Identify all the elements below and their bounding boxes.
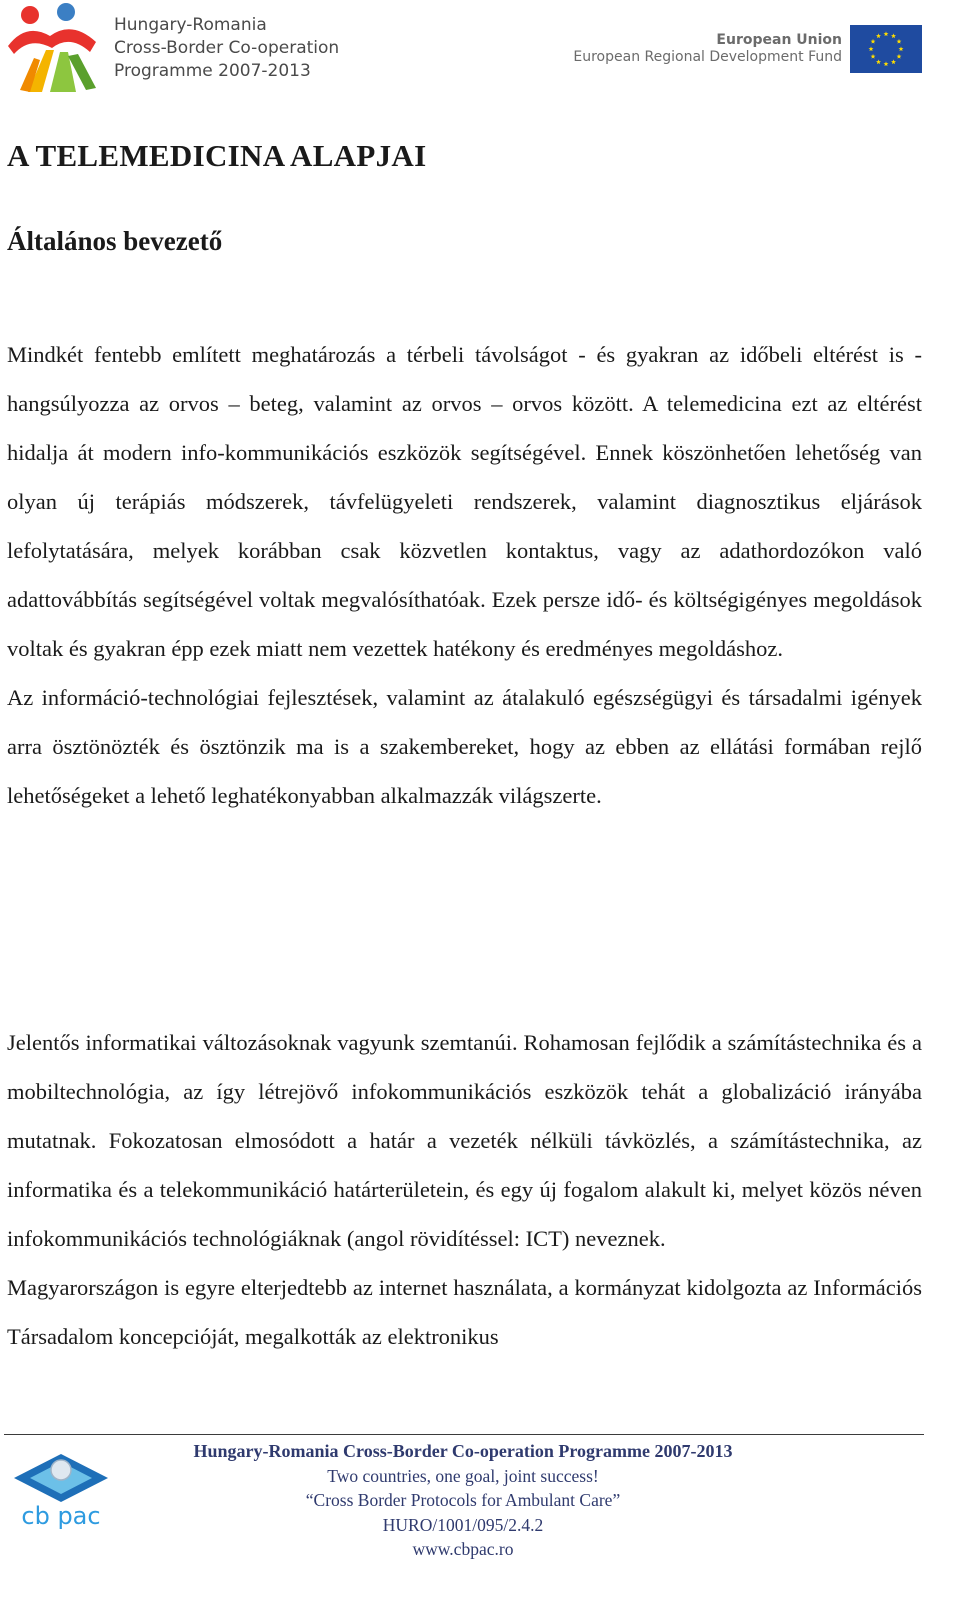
eu-fund-name: European Regional Development Fund	[573, 49, 842, 65]
footer-website-link[interactable]: www.cbpac.ro	[412, 1539, 514, 1559]
footer-divider	[4, 1434, 924, 1435]
cbpac-logo-text: cb pac	[21, 1502, 101, 1530]
programme-line-1: Hungary-Romania	[114, 15, 267, 35]
paragraph: Mindkét fentebb említett meghatározás a térbeli távolságot - és gyakran az időbeli eltérést is - hangsúlyozza az orvos – beteg, valamint az orvos – orvos között. A telemedicina ezt az eltérést hidalja át modern info-kommunikációs eszközök segítségével. Ennek köszönhetően lehetőség van olyan új terápiás módszerek, távfelügyeleti rendszerek, valamint diagnosztikus eljárások lefolytatására, melyek korábban csak közvetlen kontaktus, vagy az adathordozókon való adattovábbítás segítségével voltak megvalósíthatóak. Ezek persze idő- és költségigényes megoldások voltak és gyakran épp ezek miatt nem vezettek hatékony és eredményes megoldáshoz.	[7, 342, 922, 661]
footer-info	[130, 1439, 796, 1562]
programme-line-2: Cross-Border Co-operation	[114, 38, 340, 58]
cbpac-logo	[8, 1444, 114, 1534]
body-block-2	[7, 1018, 922, 1361]
eu-name: European Union	[716, 32, 842, 48]
footer-project-name: “Cross Border Protocols for Ambulant Care”	[305, 1490, 621, 1510]
footer-slogan: Two countries, one goal, joint success!	[327, 1465, 599, 1486]
programme-logo	[6, 2, 98, 94]
eu-funding-text	[573, 32, 842, 66]
footer-project-code: HURO/1001/095/2.4.2	[382, 1514, 544, 1535]
footer-programme: Hungary-Romania Cross-Border Co-operation Programme 2007-2013	[193, 1441, 733, 1461]
eu-flag-icon	[850, 25, 922, 73]
programme-line-3: Programme 2007-2013	[114, 61, 311, 81]
paragraph: Az információ-technológiai fejlesztések, valamint az átalakuló egészségügyi és társadalmi igények arra ösztönözték és ösztönzik ma is a szakembereket, hogy az ebben az ellátási formában rejlő lehetőségeket a lehető leghatékonyabban alkalmazzák világszerte.	[7, 685, 922, 808]
document-title: A TELEMEDICINA ALAPJAI	[7, 138, 427, 173]
paragraph: Jelentős informatikai változásoknak vagyunk szemtanúi. Rohamosan fejlődik a számítástechnika és a mobiltechnológia, az így létrejövő infokommunikációs eszközök tehát a globalizáció irányába mutatnak. Fokozatosan elmosódott a határ a vezeték nélküli távközlés, a számítástechnika, az informatika és a telekommunikáció határterületein, és egy új fogalom alakult ki, melyet közös néven infokommunikációs technológiáknak (angol rövidítéssel: ICT) neveznek.	[7, 1030, 922, 1251]
programme-name	[114, 14, 339, 83]
section-heading: Általános bevezető	[7, 226, 223, 256]
paragraph: Magyarországon is egyre elterjedtebb az internet használata, a kormányzat kidolgozta az Információs Társadalom koncepcióját, megalkották az elektronikus	[7, 1275, 922, 1349]
body-block-1	[7, 330, 922, 820]
